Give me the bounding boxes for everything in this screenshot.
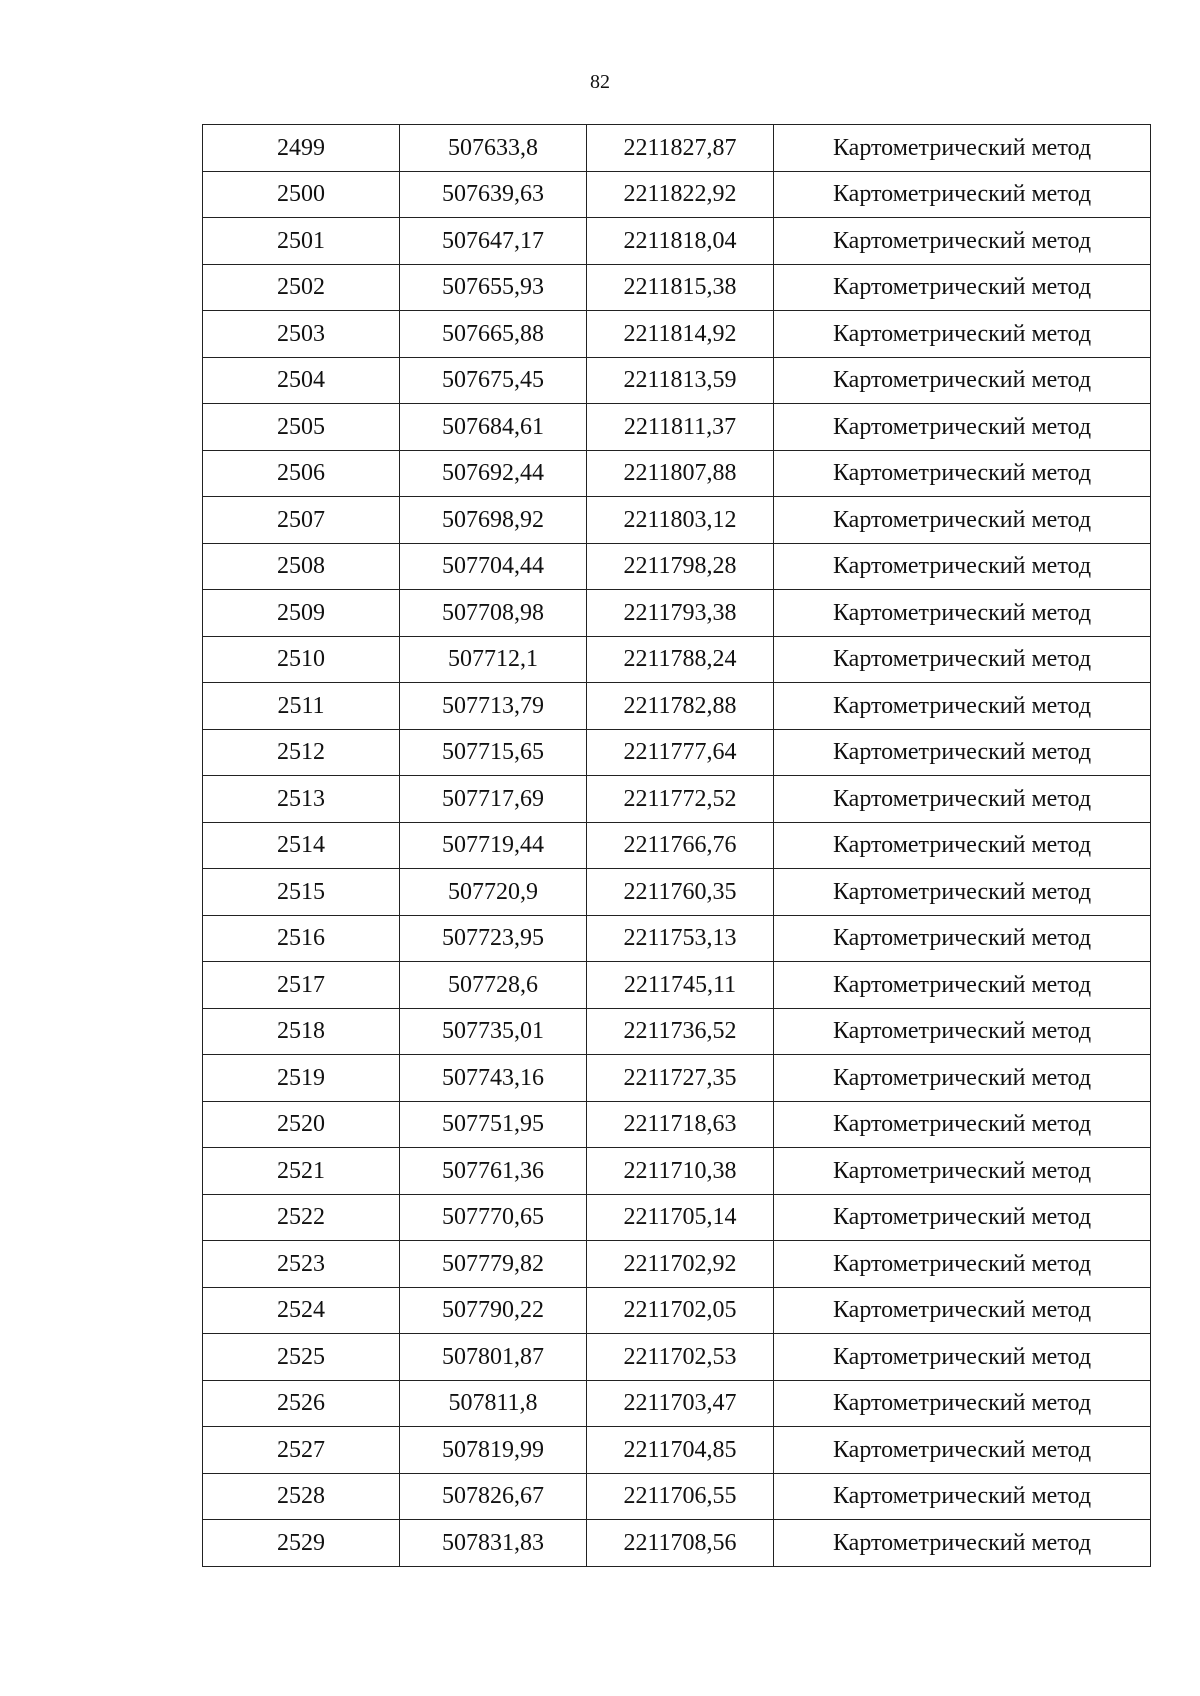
coordinate-y-cell: 2211703,47 <box>587 1380 774 1427</box>
method-cell: Картометрический метод <box>774 264 1151 311</box>
coordinate-y-cell: 2211718,63 <box>587 1101 774 1148</box>
method-cell: Картометрический метод <box>774 1520 1151 1567</box>
coordinate-x-cell: 507779,82 <box>400 1241 587 1288</box>
coordinate-y-cell: 2211822,92 <box>587 171 774 218</box>
point-number-cell: 2508 <box>203 543 400 590</box>
point-number-cell: 2505 <box>203 404 400 451</box>
coordinate-x-cell: 507675,45 <box>400 357 587 404</box>
table-row <box>203 450 1151 497</box>
method-cell: Картометрический метод <box>774 822 1151 869</box>
coordinate-y-cell: 2211745,11 <box>587 962 774 1009</box>
coordinate-x-cell: 507751,95 <box>400 1101 587 1148</box>
method-cell: Картометрический метод <box>774 357 1151 404</box>
method-cell: Картометрический метод <box>774 869 1151 916</box>
table-row <box>203 1427 1151 1474</box>
coordinate-x-cell: 507719,44 <box>400 822 587 869</box>
coordinate-y-cell: 2211814,92 <box>587 311 774 358</box>
point-number-cell: 2521 <box>203 1148 400 1195</box>
table-row <box>203 1380 1151 1427</box>
coordinate-y-cell: 2211803,12 <box>587 497 774 544</box>
method-cell: Картометрический метод <box>774 450 1151 497</box>
method-cell: Картометрический метод <box>774 776 1151 823</box>
coordinate-x-cell: 507655,93 <box>400 264 587 311</box>
coordinate-y-cell: 2211777,64 <box>587 729 774 776</box>
coordinate-x-cell: 507704,44 <box>400 543 587 590</box>
coordinate-x-cell: 507728,6 <box>400 962 587 1009</box>
table-row <box>203 1520 1151 1567</box>
table-row <box>203 1101 1151 1148</box>
method-cell: Картометрический метод <box>774 1473 1151 1520</box>
coordinate-y-cell: 2211772,52 <box>587 776 774 823</box>
method-cell: Картометрический метод <box>774 171 1151 218</box>
table-row <box>203 1055 1151 1102</box>
table-row <box>203 1287 1151 1334</box>
coordinates-table <box>202 124 1151 1567</box>
coordinate-x-cell: 507712,1 <box>400 636 587 683</box>
coordinate-y-cell: 2211788,24 <box>587 636 774 683</box>
coordinate-y-cell: 2211766,76 <box>587 822 774 869</box>
coordinate-x-cell: 507708,98 <box>400 590 587 637</box>
table-row <box>203 636 1151 683</box>
coordinate-y-cell: 2211727,35 <box>587 1055 774 1102</box>
point-number-cell: 2509 <box>203 590 400 637</box>
method-cell: Картометрический метод <box>774 636 1151 683</box>
coordinates-table-body <box>203 125 1151 1567</box>
method-cell: Картометрический метод <box>774 1194 1151 1241</box>
point-number-cell: 2522 <box>203 1194 400 1241</box>
table-row <box>203 729 1151 776</box>
method-cell: Картометрический метод <box>774 1101 1151 1148</box>
method-cell: Картометрический метод <box>774 1334 1151 1381</box>
method-cell: Картометрический метод <box>774 729 1151 776</box>
point-number-cell: 2528 <box>203 1473 400 1520</box>
table-row <box>203 590 1151 637</box>
coordinate-x-cell: 507790,22 <box>400 1287 587 1334</box>
method-cell: Картометрический метод <box>774 590 1151 637</box>
table-row <box>203 357 1151 404</box>
coordinate-y-cell: 2211702,92 <box>587 1241 774 1288</box>
method-cell: Картометрический метод <box>774 1055 1151 1102</box>
table-row <box>203 543 1151 590</box>
coordinate-x-cell: 507639,63 <box>400 171 587 218</box>
coordinate-x-cell: 507692,44 <box>400 450 587 497</box>
table-row <box>203 264 1151 311</box>
coordinate-y-cell: 2211753,13 <box>587 915 774 962</box>
table-row <box>203 218 1151 265</box>
table-row <box>203 776 1151 823</box>
table-row <box>203 683 1151 730</box>
method-cell: Картометрический метод <box>774 1241 1151 1288</box>
coordinate-x-cell: 507633,8 <box>400 125 587 172</box>
method-cell: Картометрический метод <box>774 1287 1151 1334</box>
coordinate-y-cell: 2211702,05 <box>587 1287 774 1334</box>
point-number-cell: 2516 <box>203 915 400 962</box>
coordinate-y-cell: 2211710,38 <box>587 1148 774 1195</box>
coordinate-x-cell: 507713,79 <box>400 683 587 730</box>
point-number-cell: 2520 <box>203 1101 400 1148</box>
coordinate-x-cell: 507801,87 <box>400 1334 587 1381</box>
table-row <box>203 1194 1151 1241</box>
table-row <box>203 1008 1151 1055</box>
point-number-cell: 2518 <box>203 1008 400 1055</box>
coordinate-x-cell: 507761,36 <box>400 1148 587 1195</box>
coordinate-x-cell: 507826,67 <box>400 1473 587 1520</box>
coordinate-y-cell: 2211706,55 <box>587 1473 774 1520</box>
point-number-cell: 2503 <box>203 311 400 358</box>
coordinate-x-cell: 507684,61 <box>400 404 587 451</box>
point-number-cell: 2499 <box>203 125 400 172</box>
coordinate-y-cell: 2211705,14 <box>587 1194 774 1241</box>
coordinate-x-cell: 507720,9 <box>400 869 587 916</box>
method-cell: Картометрический метод <box>774 915 1151 962</box>
point-number-cell: 2524 <box>203 1287 400 1334</box>
point-number-cell: 2513 <box>203 776 400 823</box>
method-cell: Картометрический метод <box>774 1008 1151 1055</box>
coordinate-y-cell: 2211811,37 <box>587 404 774 451</box>
table-row <box>203 1473 1151 1520</box>
coordinate-y-cell: 2211798,28 <box>587 543 774 590</box>
page-number: 82 <box>590 71 610 93</box>
table-row <box>203 1148 1151 1195</box>
method-cell: Картометрический метод <box>774 1380 1151 1427</box>
coordinate-x-cell: 507723,95 <box>400 915 587 962</box>
coordinate-x-cell: 507770,65 <box>400 1194 587 1241</box>
point-number-cell: 2502 <box>203 264 400 311</box>
point-number-cell: 2523 <box>203 1241 400 1288</box>
coordinate-y-cell: 2211815,38 <box>587 264 774 311</box>
method-cell: Картометрический метод <box>774 543 1151 590</box>
coordinate-y-cell: 2211782,88 <box>587 683 774 730</box>
coordinate-y-cell: 2211813,59 <box>587 357 774 404</box>
method-cell: Картометрический метод <box>774 1427 1151 1474</box>
method-cell: Картометрический метод <box>774 497 1151 544</box>
table-row <box>203 125 1151 172</box>
point-number-cell: 2519 <box>203 1055 400 1102</box>
coordinate-x-cell: 507665,88 <box>400 311 587 358</box>
table-row <box>203 497 1151 544</box>
method-cell: Картометрический метод <box>774 125 1151 172</box>
table-row <box>203 311 1151 358</box>
coordinate-y-cell: 2211760,35 <box>587 869 774 916</box>
coordinate-x-cell: 507811,8 <box>400 1380 587 1427</box>
point-number-cell: 2507 <box>203 497 400 544</box>
coordinate-x-cell: 507717,69 <box>400 776 587 823</box>
method-cell: Картометрический метод <box>774 218 1151 265</box>
point-number-cell: 2500 <box>203 171 400 218</box>
point-number-cell: 2514 <box>203 822 400 869</box>
coordinate-y-cell: 2211704,85 <box>587 1427 774 1474</box>
coordinate-x-cell: 507819,99 <box>400 1427 587 1474</box>
coordinate-x-cell: 507647,17 <box>400 218 587 265</box>
coordinate-y-cell: 2211827,87 <box>587 125 774 172</box>
method-cell: Картометрический метод <box>774 1148 1151 1195</box>
table-row <box>203 962 1151 1009</box>
table-row <box>203 1241 1151 1288</box>
method-cell: Картометрический метод <box>774 962 1151 1009</box>
table-row <box>203 1334 1151 1381</box>
point-number-cell: 2512 <box>203 729 400 776</box>
point-number-cell: 2526 <box>203 1380 400 1427</box>
point-number-cell: 2525 <box>203 1334 400 1381</box>
coordinate-x-cell: 507715,65 <box>400 729 587 776</box>
table-row <box>203 171 1151 218</box>
point-number-cell: 2506 <box>203 450 400 497</box>
table-row <box>203 915 1151 962</box>
coordinate-x-cell: 507735,01 <box>400 1008 587 1055</box>
table-row <box>203 822 1151 869</box>
point-number-cell: 2529 <box>203 1520 400 1567</box>
point-number-cell: 2501 <box>203 218 400 265</box>
method-cell: Картометрический метод <box>774 683 1151 730</box>
point-number-cell: 2517 <box>203 962 400 1009</box>
method-cell: Картометрический метод <box>774 404 1151 451</box>
coordinate-x-cell: 507698,92 <box>400 497 587 544</box>
coordinate-y-cell: 2211807,88 <box>587 450 774 497</box>
point-number-cell: 2510 <box>203 636 400 683</box>
table-row <box>203 869 1151 916</box>
coordinate-y-cell: 2211702,53 <box>587 1334 774 1381</box>
point-number-cell: 2527 <box>203 1427 400 1474</box>
table-row <box>203 404 1151 451</box>
coordinate-y-cell: 2211736,52 <box>587 1008 774 1055</box>
coordinate-y-cell: 2211818,04 <box>587 218 774 265</box>
coordinate-x-cell: 507743,16 <box>400 1055 587 1102</box>
method-cell: Картометрический метод <box>774 311 1151 358</box>
coordinate-y-cell: 2211708,56 <box>587 1520 774 1567</box>
point-number-cell: 2504 <box>203 357 400 404</box>
point-number-cell: 2515 <box>203 869 400 916</box>
coordinate-x-cell: 507831,83 <box>400 1520 587 1567</box>
coordinate-y-cell: 2211793,38 <box>587 590 774 637</box>
point-number-cell: 2511 <box>203 683 400 730</box>
